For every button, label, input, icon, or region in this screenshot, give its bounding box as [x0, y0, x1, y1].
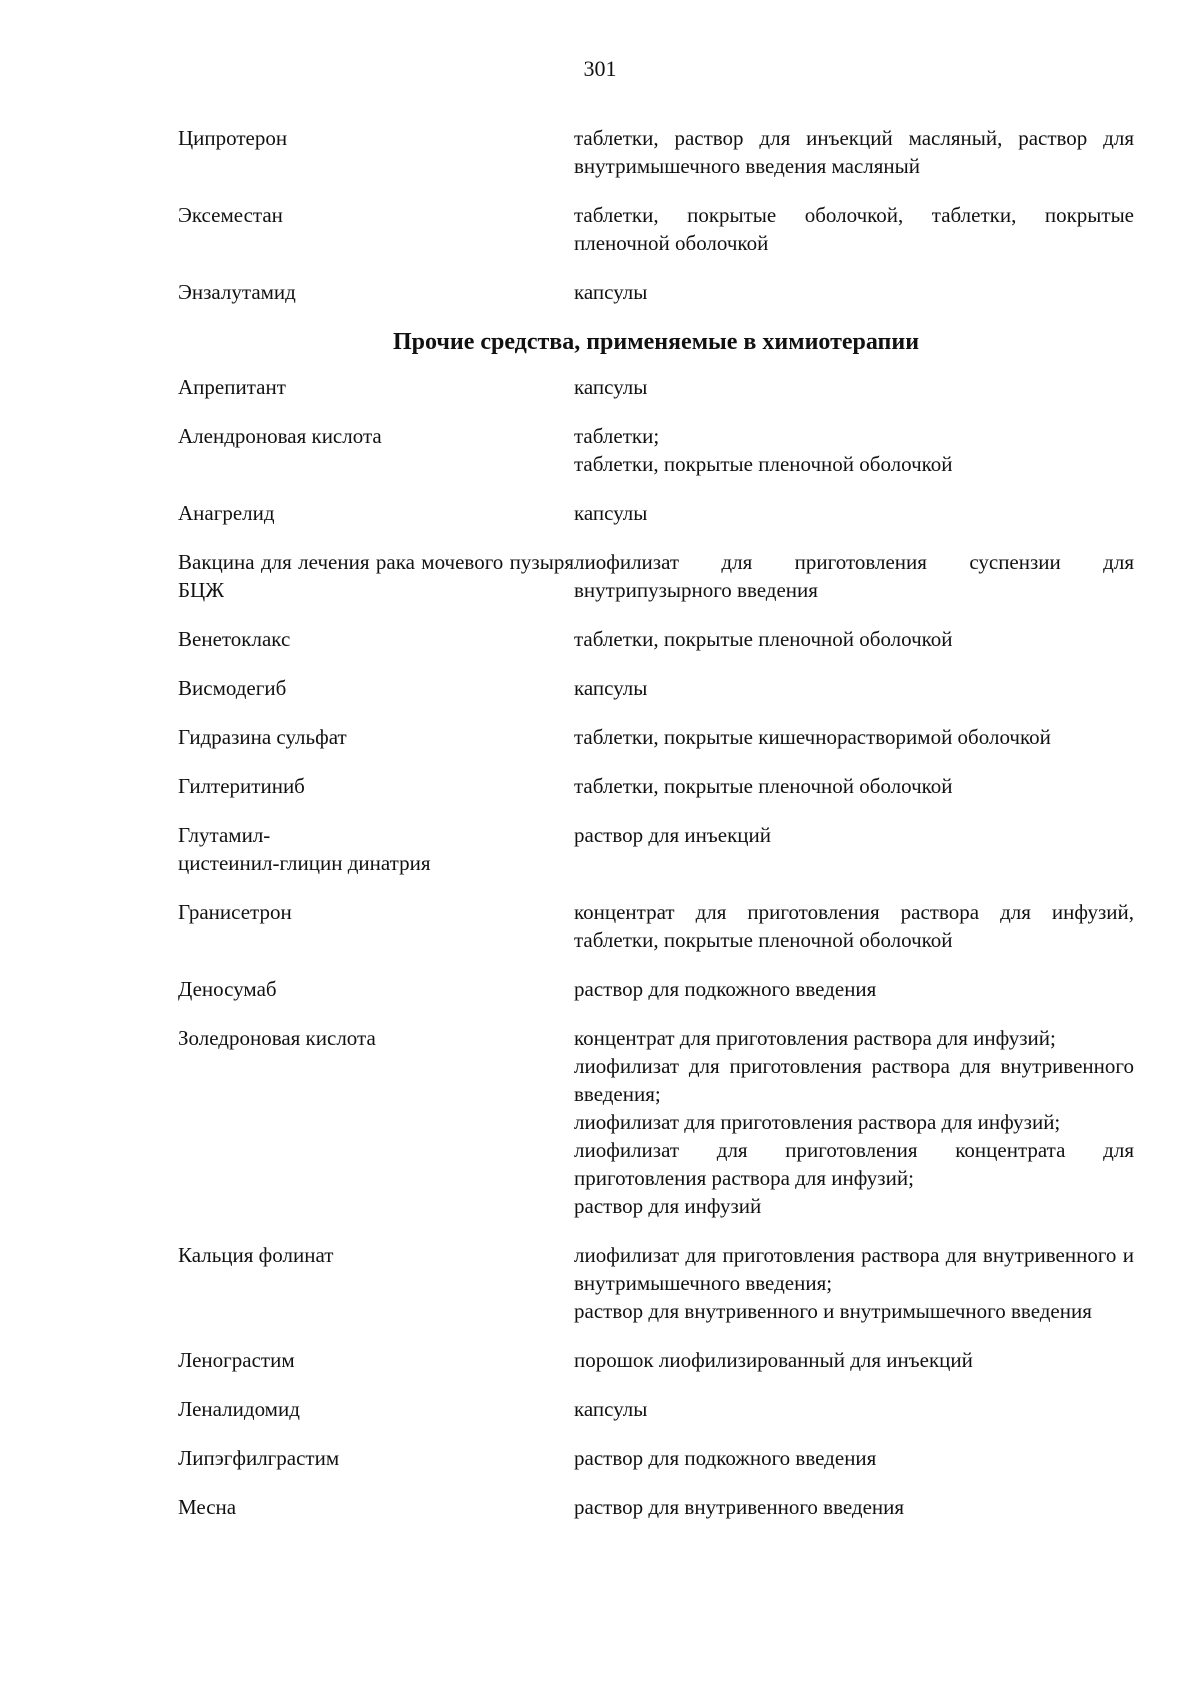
drug-forms — [574, 674, 1134, 702]
drug-name: Гилтеритиниб — [178, 774, 305, 798]
drug-row — [178, 1493, 1134, 1521]
drug-row — [178, 975, 1134, 1003]
drug-form: таблетки, покрытые пленочной оболочкой — [574, 774, 953, 798]
drug-form: таблетки, покрытые пленочной оболочкой — [574, 452, 953, 476]
drug-form: концентрат для приготовления раствора для инфузий, таблетки, покрытые пленочной оболочкой — [574, 900, 1134, 952]
drug-form: капсулы — [574, 280, 648, 304]
drug-name: Венетоклакс — [178, 627, 291, 651]
drug-forms — [574, 1024, 1134, 1220]
drug-forms — [574, 723, 1134, 751]
drug-form: таблетки, покрытые пленочной оболочкой — [574, 627, 953, 651]
drug-row — [178, 898, 1134, 954]
drug-row — [178, 772, 1134, 800]
drug-name: Гранисетрон — [178, 900, 292, 924]
drug-name: Золедроновая кислота — [178, 1026, 376, 1050]
drug-forms — [574, 898, 1134, 954]
drug-form: капсулы — [574, 1397, 648, 1421]
drug-row — [178, 674, 1134, 702]
drug-forms — [574, 1444, 1134, 1472]
drug-name: Гидразина сульфат — [178, 725, 347, 749]
drug-name: Эксеместан — [178, 203, 283, 227]
drug-form: раствор для внутривенного введения — [574, 1495, 905, 1519]
drug-forms — [574, 1346, 1134, 1374]
drug-list — [178, 124, 1134, 1542]
drug-form: таблетки, покрытые оболочкой, таблетки, покрытые пленочной оболочкой — [574, 203, 1134, 255]
drug-form: раствор для подкожного введения — [574, 977, 877, 1001]
drug-name: Кальция фолинат — [178, 1243, 334, 1267]
drug-row — [178, 625, 1134, 653]
drug-name: Анагрелид — [178, 501, 275, 525]
drug-row — [178, 278, 1134, 306]
section-heading: Прочие средства, применяемые в химиотерапии — [392, 329, 920, 355]
drug-form: порошок лиофилизированный для инъекций — [574, 1348, 973, 1372]
drug-name: Липэгфилграстим — [178, 1446, 340, 1470]
drug-form: лиофилизат для приготовления суспензии для внутрипузырного введения — [574, 550, 1134, 602]
drug-form: капсулы — [574, 676, 648, 700]
drug-form: таблетки, покрытые кишечнорастворимой оболочкой — [574, 725, 1051, 749]
drug-forms — [574, 821, 1134, 849]
drug-forms — [574, 975, 1134, 1003]
drug-form: таблетки, раствор для инъекций масляный, раствор для внутримышечного введения масляный — [574, 126, 1134, 178]
drug-form: раствор для внутривенного и внутримышечного введения — [574, 1299, 1092, 1323]
drug-name: Алендроновая кислота — [178, 424, 382, 448]
drug-form: таблетки; — [574, 424, 660, 448]
drug-row — [178, 1346, 1134, 1374]
drug-forms — [574, 373, 1134, 401]
drug-name-line: цистеинил-глицин динатрия — [178, 851, 431, 875]
drug-forms — [574, 278, 1134, 306]
drug-form: лиофилизат для приготовления раствора для внутривенного введения; — [574, 1054, 1134, 1106]
drug-row — [178, 723, 1134, 751]
drug-name: Месна — [178, 1495, 237, 1519]
drug-form: капсулы — [574, 375, 648, 399]
drug-row — [178, 499, 1134, 527]
drug-name: Деносумаб — [178, 977, 277, 1001]
drug-form: капсулы — [574, 501, 648, 525]
drug-name: Ленограстим — [178, 1348, 295, 1372]
drug-form: раствор для подкожного введения — [574, 1446, 877, 1470]
drug-name: Вакцина для лечения рака мочевого пузыря БЦЖ — [178, 550, 574, 602]
drug-forms — [574, 1493, 1134, 1521]
drug-row — [178, 201, 1134, 257]
drug-forms — [574, 625, 1134, 653]
drug-row — [178, 1024, 1134, 1220]
drug-name-line: Глутамил- — [178, 823, 271, 847]
drug-name: Висмодегиб — [178, 676, 287, 700]
drug-forms — [574, 548, 1134, 604]
drug-row — [178, 1395, 1134, 1423]
drug-name: Леналидомид — [178, 1397, 300, 1421]
page-number: 301 — [583, 56, 617, 81]
drug-form: лиофилизат для приготовления раствора для внутривенного и внутримышечного введения; — [574, 1243, 1134, 1295]
drug-name: Ципротерон — [178, 126, 288, 150]
drug-forms — [574, 1241, 1134, 1325]
drug-form: раствор для инъекций — [574, 823, 771, 847]
drug-forms — [574, 201, 1134, 257]
drug-row — [178, 373, 1134, 401]
drug-row — [178, 1241, 1134, 1325]
drug-name — [178, 821, 574, 877]
drug-name: Энзалутамид — [178, 280, 296, 304]
drug-name: Апрепитант — [178, 375, 286, 399]
drug-forms — [574, 499, 1134, 527]
drug-row — [178, 548, 1134, 604]
drug-form: концентрат для приготовления раствора для инфузий; — [574, 1026, 1056, 1050]
drug-row — [178, 124, 1134, 180]
drug-forms — [574, 772, 1134, 800]
drug-forms — [574, 124, 1134, 180]
drug-form: раствор для инфузий — [574, 1194, 762, 1218]
drug-form: лиофилизат для приготовления концентрата для приготовления раствора для инфузий; — [574, 1138, 1134, 1190]
drug-row — [178, 1444, 1134, 1472]
drug-row — [178, 422, 1134, 478]
drug-forms — [574, 1395, 1134, 1423]
drug-form: лиофилизат для приготовления раствора для инфузий; — [574, 1110, 1061, 1134]
drug-forms — [574, 422, 1134, 478]
drug-row — [178, 821, 1134, 877]
